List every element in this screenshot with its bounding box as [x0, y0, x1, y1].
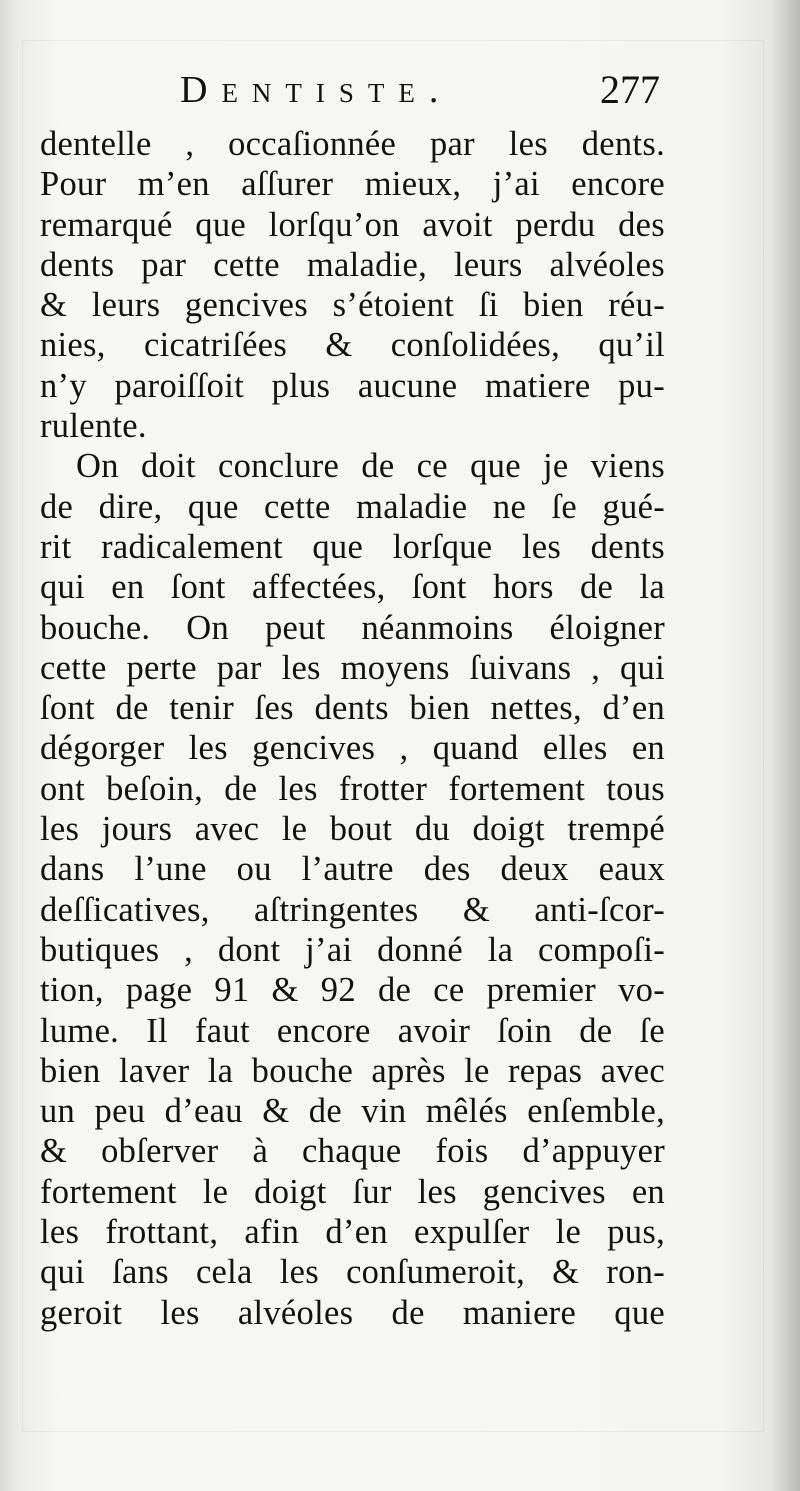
text-line: geroit les alvéoles de maniere que	[40, 1293, 665, 1332]
text-line: nies, cicatriſées & conſolidées, qu’il	[40, 326, 665, 365]
text-line: deſſicatives, aſtringentes & anti-ſcor-	[40, 890, 665, 929]
text-line: Pour m’en aſſurer mieux, j’ai encore	[40, 165, 665, 204]
page-edge-shadow	[770, 0, 800, 1491]
text-line: & leurs gencives s’étoient ſi bien réu-	[40, 286, 665, 325]
text-line: rulente.	[40, 407, 147, 446]
text-line: qui ſans cela les conſumeroit, & ron-	[40, 1253, 665, 1292]
text-line: bouche. On peut néanmoins éloigner	[40, 608, 665, 647]
text-line: un peu d’eau & de vin mêlés enſemble,	[40, 1092, 665, 1131]
text-line: On doit conclure de ce que je viens	[76, 447, 665, 486]
paragraph-1	[40, 124, 665, 446]
text-line: dans l’une ou l’autre des deux eaux	[40, 850, 665, 889]
text-line: qui en ſont affectées, ſont hors de la	[40, 568, 665, 607]
text-line: bien laver la bouche après le repas avec	[40, 1051, 665, 1090]
text-line: ſont de tenir ſes dents bien nettes, d’en	[40, 689, 665, 728]
running-head	[180, 62, 660, 122]
paragraph-2	[40, 446, 665, 1333]
text-line: de dire, que cette maladie ne ſe gué-	[40, 487, 665, 526]
text-line: dents par cette maladie, leurs alvéoles	[40, 245, 665, 284]
body-text	[40, 124, 665, 1333]
text-line: cette perte par les moyens ſuivans , qui	[40, 648, 665, 687]
text-line: remarqué que lorſqu’on avoit perdu des	[40, 205, 665, 244]
text-line: tion, page 91 & 92 de ce premier vo-	[40, 971, 665, 1010]
running-title: Dentiste.	[180, 69, 453, 111]
text-line: ont beſoin, de les frotter fortement tous	[40, 769, 665, 808]
text-line: les jours avec le bout du doigt trempé	[40, 810, 665, 849]
text-line: & obſerver à chaque fois d’appuyer	[40, 1132, 665, 1171]
text-line: dentelle , occaſionnée par les dents.	[40, 125, 665, 163]
page-number: 277	[600, 67, 660, 112]
text-line: les frottant, afin d’en expulſer le pus,	[40, 1213, 665, 1252]
text-line: butiques , dont j’ai donné la compoſi-	[40, 930, 665, 969]
text-line: rit radicalement que lorſque les dents	[40, 527, 665, 566]
text-line: n’y paroiſſoit plus aucune matiere pu-	[40, 366, 665, 405]
text-line: dégorger les gencives , quand elles en	[40, 729, 665, 768]
text-line: fortement le doigt ſur les gencives en	[40, 1172, 665, 1211]
text-line: lume. Il faut encore avoir ſoin de ſe	[40, 1011, 665, 1050]
